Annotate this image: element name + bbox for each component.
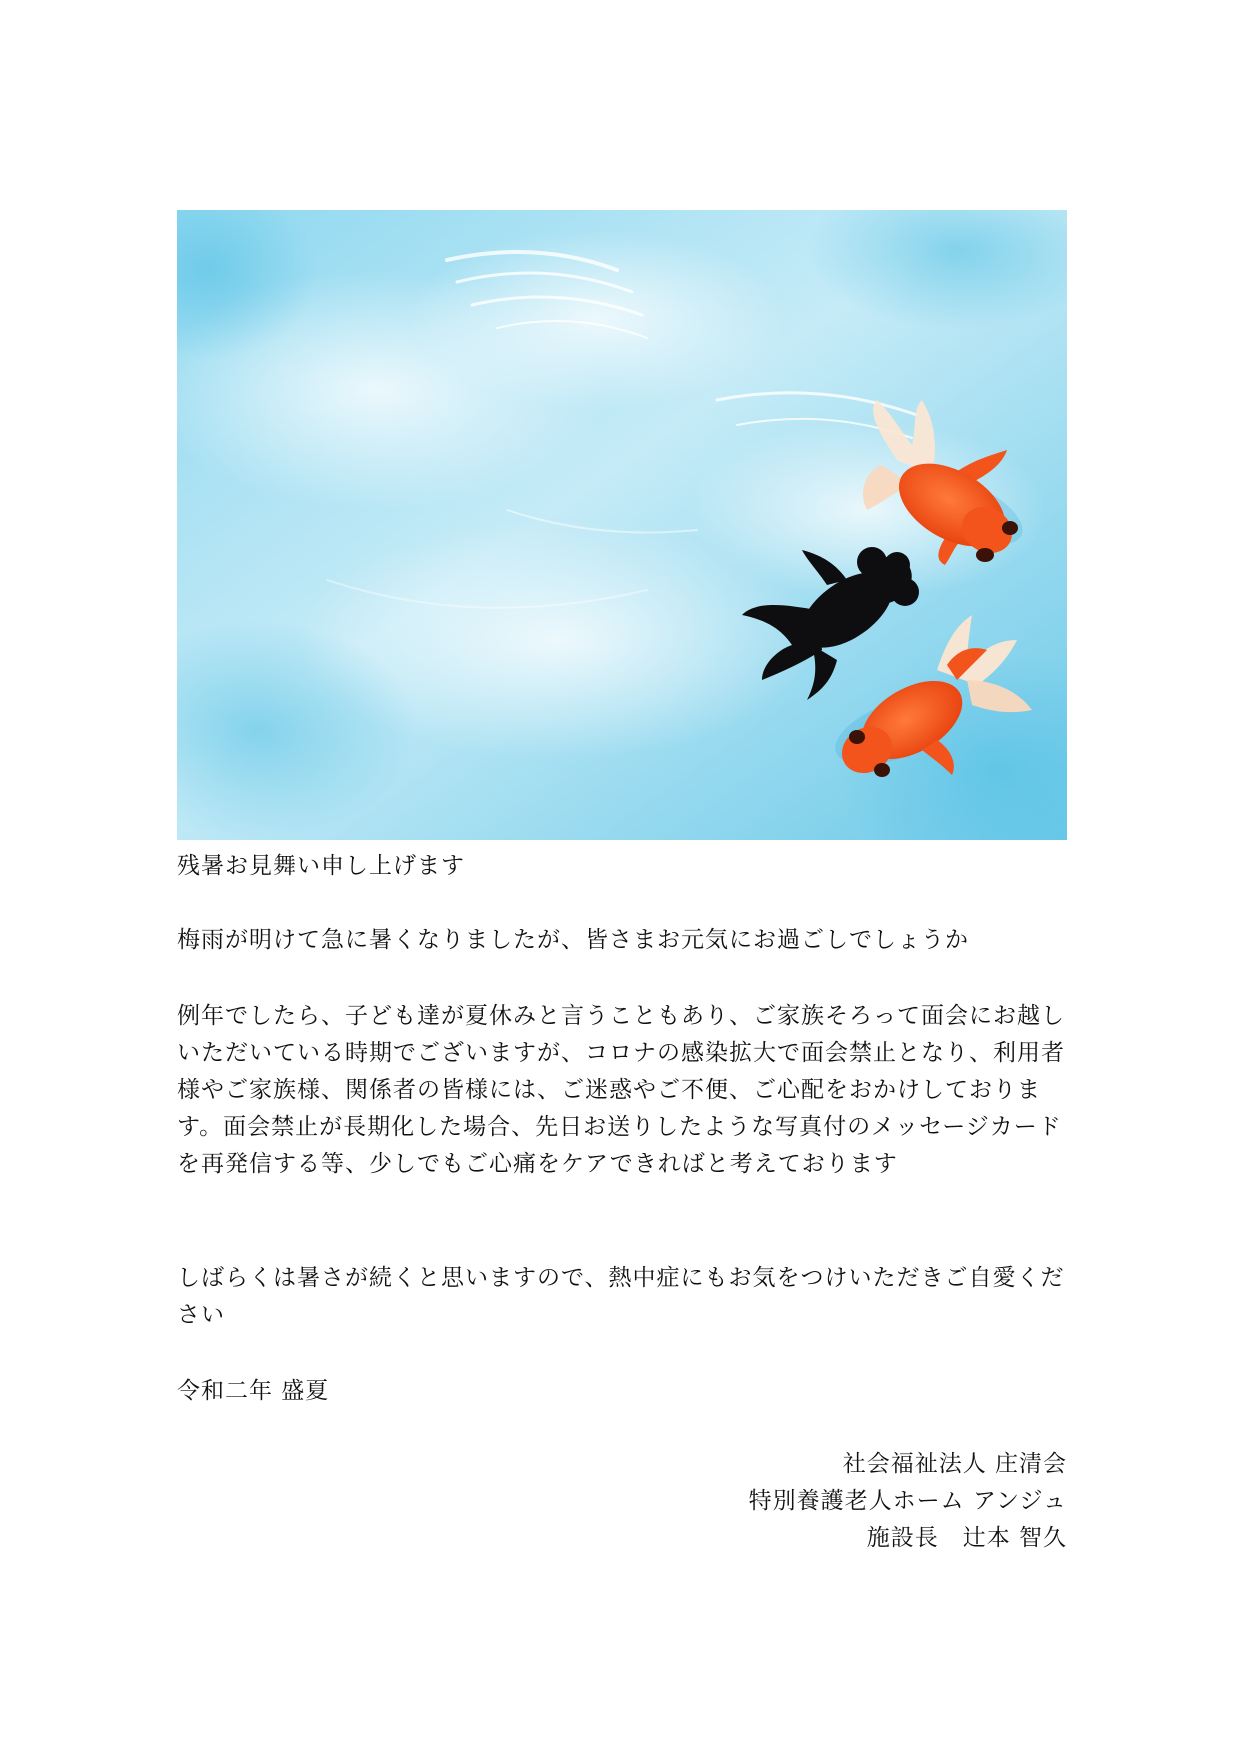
heading-greeting-title: 残暑お見舞い申し上げます [177,853,465,879]
closing-paragraph: しばらくは暑さが続くと思いますので、熱中症にもお気をつけいただきご自愛ください [177,1265,1065,1328]
date-line: 令和二年 盛夏 [177,1378,330,1404]
facility-name: 特別養護老人ホーム アンジュ [748,1488,1067,1514]
signature-block [177,1446,1067,1557]
goldfish-illustration [177,210,1067,840]
body-paragraph: 例年でしたら、子ども達が夏休みと言うこともあり、ご家族そろって面会にお越しいただいている時期でございますが、コロナの感染拡大で面会禁止となり、利用者様やご家族様、関係者の皆様には、ご迷惑やご不便、ご心配をおかけしております。面会禁止が長期化した場合、先日お送りしたような写真付のメッセージカードを再発信する等、少しでもご心痛をケアできればと考えております [177,1003,1065,1177]
director-name: 施設長 辻本 智久 [866,1525,1067,1551]
organization-name: 社会福祉法人 庄清会 [842,1451,1067,1477]
opening-sentence: 梅雨が明けて急に暑くなりましたが、皆さまお元気にお過ごしでしょうか [177,927,969,953]
goldfish-svg [177,210,1067,840]
